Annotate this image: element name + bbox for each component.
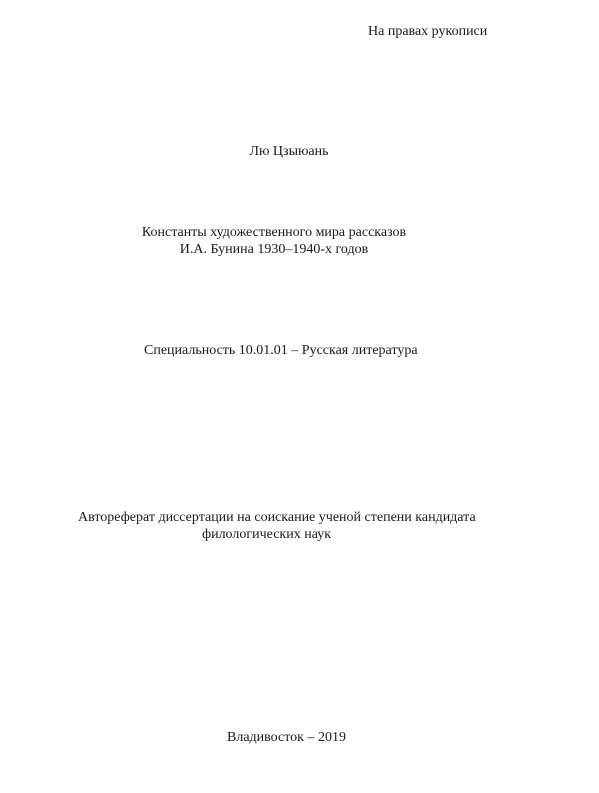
- dissertation-title: [0, 224, 548, 258]
- specialty-code: Специальность 10.01.01 – Русская литература: [144, 343, 418, 358]
- title-line-1: Константы художественного мира рассказов: [141, 225, 407, 240]
- abstract-line-1: Автореферат диссертации на соискание ученой степени кандидата: [78, 510, 476, 525]
- abstract-description: [78, 509, 476, 543]
- title-line-2: И.А. Бунина 1930–1940-х годов: [179, 242, 369, 257]
- abstract-line-2: филологических наук: [202, 527, 331, 542]
- author-name: Лю Цзыюань: [249, 144, 329, 159]
- city-and-year: Владивосток – 2019: [227, 730, 346, 745]
- rights-notice: На правах рукописи: [368, 24, 488, 39]
